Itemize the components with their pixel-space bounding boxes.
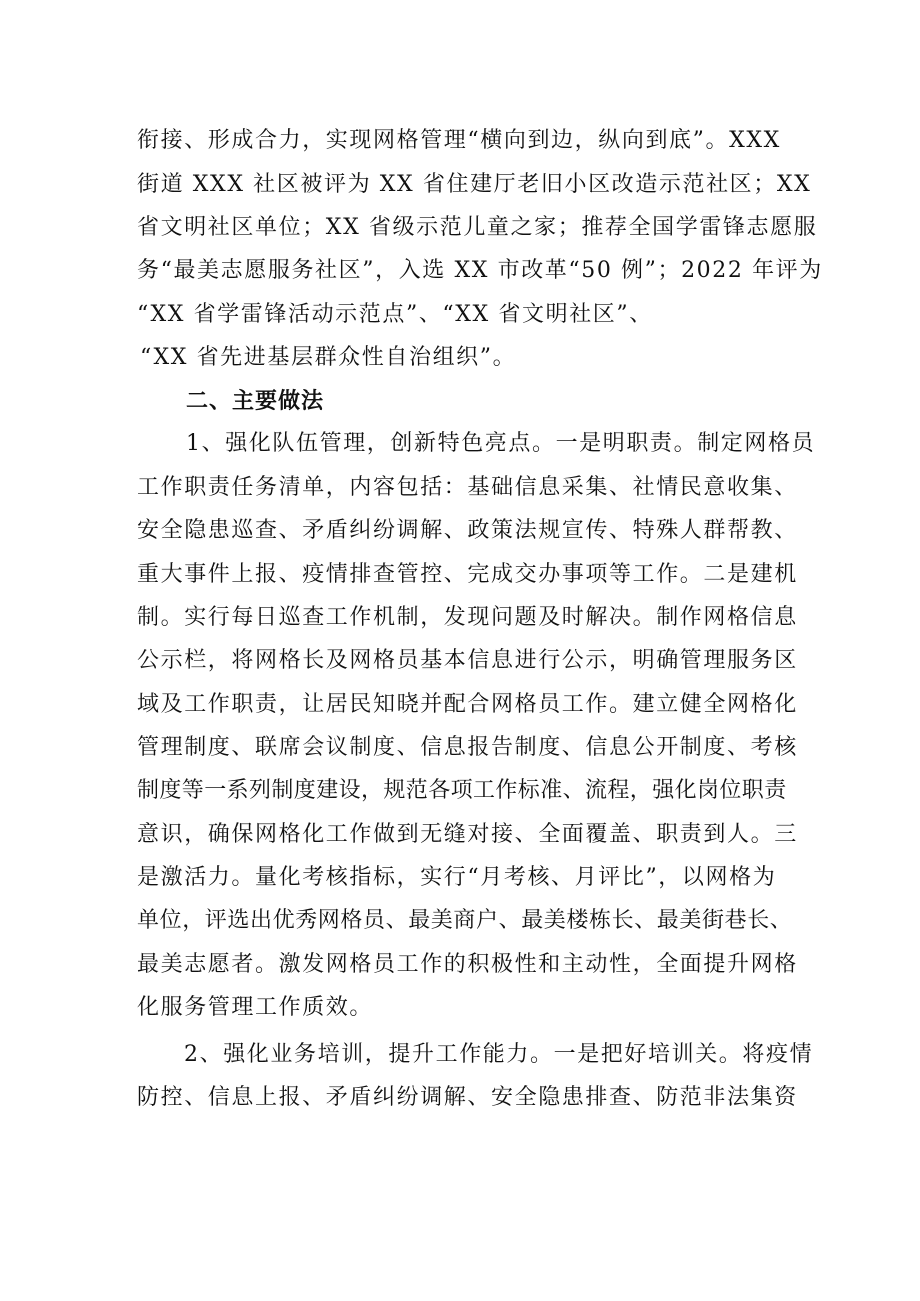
paragraph-line: 制度等一系列制度建设，规范各项工作标准、流程，强化岗位职责 bbox=[137, 778, 787, 803]
paragraph-line: 公示栏，将网格长及网格员基本信息进行公示，明确管理服务区 bbox=[137, 648, 798, 673]
paragraph-line: “XX 省先进基层群众性自治组织”。 bbox=[140, 345, 517, 370]
paragraph-line: 安全隐患巡查、矛盾纠纷调解、政策法规宣传、特殊人群帮教、 bbox=[137, 518, 798, 543]
paragraph-line: 省文明社区单位；XX 省级示范儿童之家；推荐全国学雷锋志愿服 bbox=[137, 215, 818, 240]
paragraph-line: 化服务管理工作质效。 bbox=[137, 995, 374, 1020]
paragraph-line: 域及工作职责，让居民知晓并配合网格员工作。建立健全网格化 bbox=[137, 692, 798, 717]
paragraph-line: 衔接、形成合力，实现网格管理“横向到边，纵向到底”。XXX bbox=[137, 128, 781, 153]
section-heading: 二、主要做法 bbox=[186, 388, 325, 414]
paragraph-line: 管理制度、联席会议制度、信息报告制度、信息公开制度、考核 bbox=[137, 735, 798, 760]
paragraph-line: 重大事件上报、疫情排查管控、完成交办事项等工作。二是建机 bbox=[137, 562, 798, 587]
paragraph-line: “XX 省学雷锋活动示范点”、“XX 省文明社区”、 bbox=[137, 302, 653, 327]
paragraph-line: 工作职责任务清单，内容包括：基础信息采集、社情民意收集、 bbox=[137, 475, 798, 500]
paragraph-line: 务“最美志愿服务社区”，入选 XX 市改革“50 例”；2022 年评为 bbox=[137, 258, 823, 283]
paragraph-line: 意识，确保网格化工作做到无缝对接、全面覆盖、职责到人。三 bbox=[137, 822, 798, 847]
paragraph-line: 最美志愿者。激发网格员工作的积极性和主动性，全面提升网格 bbox=[137, 952, 798, 977]
paragraph-line: 街道 XXX 社区被评为 XX 省住建厅老旧小区改造示范社区；XX bbox=[137, 172, 812, 197]
paragraph-line: 单位，评选出优秀网格员、最美商户、最美楼栋长、最美街巷长、 bbox=[137, 908, 793, 933]
paragraph-line: 是激活力。量化考核指标，实行“月考核、月评比”，以网格为 bbox=[137, 865, 777, 890]
paragraph-line: 1、强化队伍管理，创新特色亮点。一是明职责。制定网格员 bbox=[186, 431, 816, 456]
paragraph-line: 制。实行每日巡查工作机制，发现问题及时解决。制作网格信息 bbox=[137, 605, 798, 630]
paragraph-line: 2、强化业务培训，提升工作能力。一是把好培训关。将疫情 bbox=[184, 1042, 814, 1067]
paragraph-line: 防控、信息上报、矛盾纠纷调解、安全隐患排查、防范非法集资 bbox=[137, 1085, 798, 1110]
